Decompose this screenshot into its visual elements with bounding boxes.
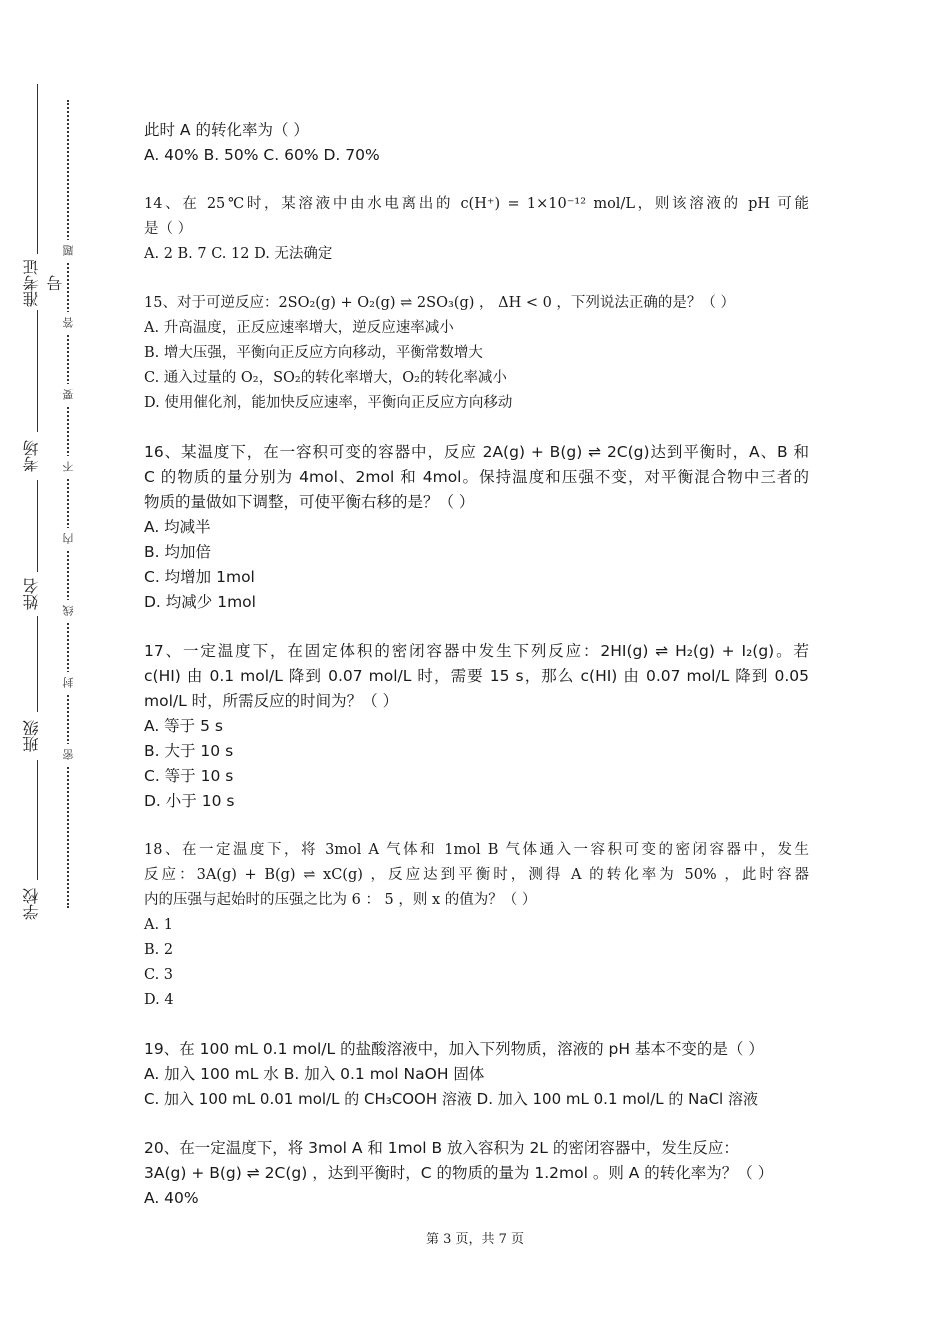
field-line	[37, 310, 38, 432]
question-content	[144, 118, 809, 1211]
option-d: D. 使用催化剂，能加快反应速率，平衡向正反应方向移动	[144, 395, 513, 411]
question-text: 20、在一定温度下，将 3mol A 和 1mol B 放入容积为 2L 的密闭容器中，发生反应：	[144, 1139, 739, 1157]
question-text: mol/L 时，所需反应的时间为？（ ）	[144, 692, 399, 710]
question-text: 3A(g) + B(g) ⇌ 2C(g) ，达到平衡时，C 的物质的量为 1.2mol 。则 A 的转化率为？（ ）	[144, 1164, 774, 1182]
question-text: 14、在 25℃时，某溶液中由水电离出的 c(H⁺) = 1×10⁻¹² mol/L，则该溶液的 pH 可能	[144, 196, 809, 212]
question-13	[144, 118, 809, 168]
field-line	[37, 760, 38, 880]
question-text: 内的压强与起始时的压强之比为 6 ： 5 ，则 x 的值为？（ ）	[144, 892, 537, 908]
seal-dotted-line	[67, 100, 69, 908]
page-number: 第 3 页，共 7 页	[425, 1232, 525, 1247]
option-b: B. 增大压强，平衡向正反应方向移动，平衡常数增大	[144, 345, 483, 361]
seal-char: 不	[58, 456, 78, 478]
field-label-class: 班级	[22, 720, 41, 752]
option-a: A. 升高温度，正反应速率增大，逆反应速率减小	[144, 320, 454, 336]
question-text: c(HI) 由 0.1 mol/L 降到 0.07 mol/L 时，需要 15 s，那么 c(HI) 由 0.07 mol/L 降到 0.05	[144, 667, 809, 685]
seal-char: 内	[58, 528, 78, 550]
field-line	[37, 480, 38, 572]
option-d: D. 均减少 1mol	[144, 593, 256, 611]
question-16	[144, 440, 809, 615]
seal-char: 线	[58, 600, 78, 622]
option-a: A. 均减半	[144, 518, 211, 536]
question-text: 17、一定温度下，在固定体积的密闭容器中发生下列反应：2HI(g) ⇌ H₂(g) + I₂(g)。若	[144, 642, 809, 660]
question-17	[144, 639, 809, 814]
option-d: D. 4	[144, 992, 174, 1008]
option-b: B. 大于 10 s	[144, 742, 234, 760]
question-text: 是（ ）	[144, 221, 193, 237]
binding-margin	[0, 0, 110, 1344]
options-line: A. 加入 100 mL 水 B. 加入 0.1 mol NaOH 固体	[144, 1065, 485, 1083]
question-19	[144, 1037, 809, 1112]
seal-char: 密	[58, 744, 78, 766]
option-b: B. 2	[144, 942, 174, 958]
field-label-exam-id: 准考证号	[22, 259, 65, 307]
option-d: D. 小于 10 s	[144, 792, 235, 810]
question-18	[144, 838, 809, 1013]
question-text: 19、在 100 mL 0.1 mol/L 的盐酸溶液中，加入下列物质，溶液的 pH 基本不变的是（ ）	[144, 1040, 764, 1058]
question-20	[144, 1136, 809, 1211]
question-text: 15、对于可逆反应：2SO₂(g) + O₂(g) ⇌ 2SO₃(g) ， ΔH < 0 ，下列说法正确的是？（ ）	[144, 295, 736, 311]
option-c: C. 均增加 1mol	[144, 568, 255, 586]
option-c: C. 3	[144, 967, 174, 983]
field-label-exam-room: 考场	[22, 440, 41, 472]
options-line: A. 40% B. 50% C. 60% D. 70%	[144, 146, 380, 164]
question-text: 物质的量做如下调整，可使平衡右移的是？（ ）	[144, 493, 475, 511]
question-15	[144, 291, 809, 416]
option-a: A. 1	[144, 917, 173, 933]
question-14	[144, 192, 809, 267]
field-label-name: 姓名	[22, 578, 41, 610]
seal-char: 封	[58, 672, 78, 694]
options-line: A. 2 B. 7 C. 12 D. 无法确定	[144, 246, 333, 262]
field-label-school: 学校	[22, 888, 41, 920]
question-text: 此时 A 的转化率为（ ）	[144, 121, 309, 139]
field-line	[37, 616, 38, 712]
options-line: C. 加入 100 mL 0.01 mol/L 的 CH₃COOH 溶液 D. 加入 100 mL 0.1 mol/L 的 NaCl 溶液	[144, 1090, 758, 1108]
seal-char: 答	[58, 312, 78, 334]
question-text: 反应：3A(g) + B(g) ⇌ xC(g) ，反应达到平衡时，测得 A 的转化率为 50% ，此时容器	[144, 867, 809, 883]
option-c: C. 等于 10 s	[144, 767, 234, 785]
question-text: C 的物质的量分别为 4mol、2mol 和 4mol。保持温度和压强不变，对平衡混合物中三者的	[144, 468, 809, 486]
option-a: A. 等于 5 s	[144, 717, 223, 735]
question-text: 18、在一定温度下，将 3mol A 气体和 1mol B 气体通入一容积可变的密闭容器中，发生	[144, 842, 809, 858]
option-c: C. 通入过量的 O₂，SO₂的转化率增大，O₂的转化率减小	[144, 370, 507, 386]
option-b: B. 均加倍	[144, 543, 211, 561]
seal-char: 题	[58, 240, 78, 262]
option-a: A. 40%	[144, 1189, 199, 1207]
field-line	[37, 84, 38, 254]
seal-char: 要	[58, 384, 78, 406]
question-text: 16、某温度下，在一容积可变的容器中，反应 2A(g) + B(g) ⇌ 2C(g)达到平衡时，A、B 和	[144, 443, 809, 461]
